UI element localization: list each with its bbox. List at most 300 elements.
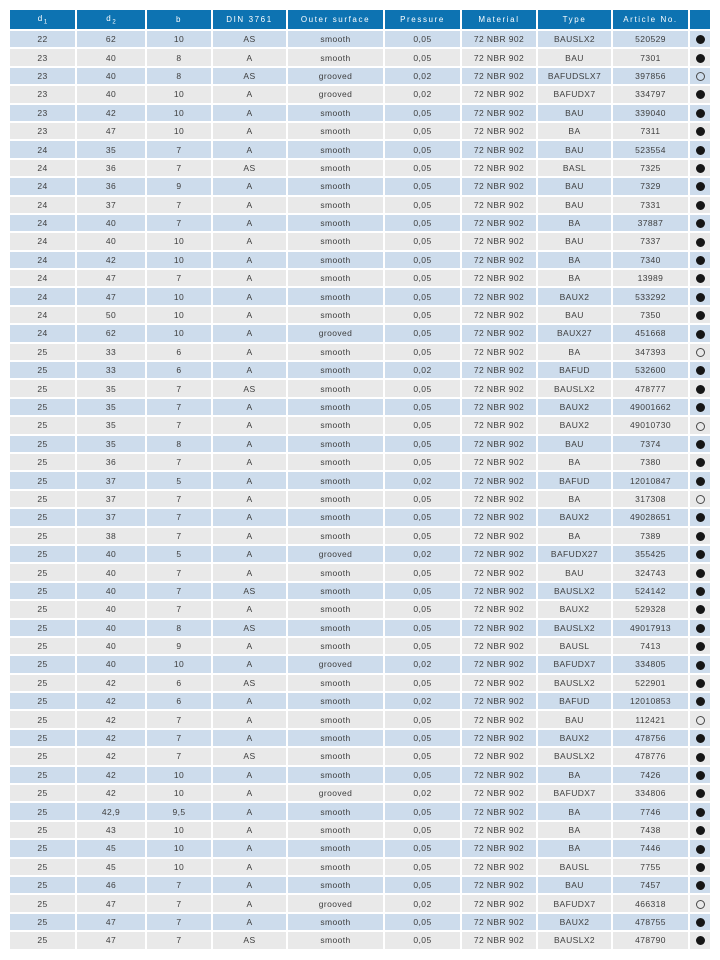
cell-b: 10 <box>147 121 213 139</box>
cell-material: 72 NBR 902 <box>462 618 538 636</box>
cell-article_no: 478790 <box>613 930 690 948</box>
cell-outer_surface: smooth <box>288 618 385 636</box>
table-row <box>10 544 710 562</box>
cell-b: 7 <box>147 526 213 544</box>
cell-article_no: 478755 <box>613 912 690 930</box>
filled-circle-icon <box>696 936 705 945</box>
filled-circle-icon <box>696 550 705 559</box>
cell-d2: 40 <box>77 618 147 636</box>
cell-d2: 43 <box>77 820 147 838</box>
cell-b: 6 <box>147 673 213 691</box>
cell-din: A <box>213 121 288 139</box>
cell-type: BAUX2 <box>538 728 613 746</box>
cell-d2: 42 <box>77 673 147 691</box>
table-row <box>10 709 710 727</box>
filled-circle-icon <box>696 164 705 173</box>
cell-d2: 40 <box>77 213 147 231</box>
cell-outer_surface: smooth <box>288 286 385 304</box>
open-circle-icon <box>696 422 705 431</box>
cell-availability <box>690 654 710 672</box>
cell-article_no: 533292 <box>613 286 690 304</box>
table-row <box>10 507 710 525</box>
cell-outer_surface: smooth <box>288 728 385 746</box>
cell-availability <box>690 250 710 268</box>
cell-material: 72 NBR 902 <box>462 415 538 433</box>
cell-d2: 40 <box>77 47 147 65</box>
cell-d1: 25 <box>10 709 77 727</box>
cell-material: 72 NBR 902 <box>462 875 538 893</box>
cell-pressure: 0,05 <box>385 176 462 194</box>
table-row <box>10 397 710 415</box>
cell-b: 9 <box>147 636 213 654</box>
cell-availability <box>690 360 710 378</box>
cell-outer_surface: smooth <box>288 581 385 599</box>
cell-outer_surface: grooved <box>288 323 385 341</box>
cell-availability <box>690 489 710 507</box>
cell-material: 72 NBR 902 <box>462 930 538 948</box>
cell-d1: 24 <box>10 213 77 231</box>
cell-pressure: 0,02 <box>385 360 462 378</box>
cell-type: BAFUDX7 <box>538 84 613 102</box>
cell-din: A <box>213 470 288 488</box>
cell-d2: 37 <box>77 470 147 488</box>
table-row <box>10 673 710 691</box>
table-row <box>10 268 710 286</box>
cell-material: 72 NBR 902 <box>462 452 538 470</box>
open-circle-icon <box>696 495 705 504</box>
cell-d1: 24 <box>10 158 77 176</box>
cell-outer_surface: smooth <box>288 29 385 47</box>
cell-outer_surface: smooth <box>288 121 385 139</box>
cell-article_no: 7389 <box>613 526 690 544</box>
cell-b: 6 <box>147 342 213 360</box>
cell-material: 72 NBR 902 <box>462 84 538 102</box>
cell-b: 9,5 <box>147 801 213 819</box>
cell-b: 7 <box>147 139 213 157</box>
cell-d2: 40 <box>77 636 147 654</box>
cell-b: 10 <box>147 838 213 856</box>
cell-din: A <box>213 139 288 157</box>
cell-article_no: 7350 <box>613 305 690 323</box>
table-row <box>10 728 710 746</box>
cell-availability <box>690 158 710 176</box>
cell-din: A <box>213 507 288 525</box>
cell-pressure: 0,05 <box>385 526 462 544</box>
cell-type: BAUSLX2 <box>538 29 613 47</box>
cell-pressure: 0,05 <box>385 305 462 323</box>
cell-pressure: 0,05 <box>385 820 462 838</box>
cell-availability <box>690 397 710 415</box>
cell-article_no: 49017913 <box>613 618 690 636</box>
cell-type: BA <box>538 250 613 268</box>
filled-circle-icon <box>696 440 705 449</box>
cell-d2: 36 <box>77 452 147 470</box>
cell-d1: 25 <box>10 893 77 911</box>
cell-outer_surface: smooth <box>288 378 385 396</box>
cell-d2: 42 <box>77 728 147 746</box>
cell-din: A <box>213 452 288 470</box>
table-row <box>10 599 710 617</box>
filled-circle-icon <box>696 532 705 541</box>
open-circle-icon <box>696 900 705 909</box>
cell-d1: 25 <box>10 581 77 599</box>
cell-d2: 47 <box>77 893 147 911</box>
cell-availability <box>690 875 710 893</box>
cell-d2: 42 <box>77 765 147 783</box>
cell-type: BAFUDSLX7 <box>538 66 613 84</box>
cell-type: BAUX2 <box>538 599 613 617</box>
cell-d2: 36 <box>77 158 147 176</box>
cell-article_no: 355425 <box>613 544 690 562</box>
filled-circle-icon <box>696 771 705 780</box>
column-header-din <box>213 10 288 29</box>
table-row <box>10 378 710 396</box>
cell-material: 72 NBR 902 <box>462 305 538 323</box>
cell-outer_surface: smooth <box>288 673 385 691</box>
cell-outer_surface: smooth <box>288 176 385 194</box>
filled-circle-icon <box>696 219 705 228</box>
cell-outer_surface: smooth <box>288 930 385 948</box>
column-header-label: Pressure <box>400 15 445 24</box>
cell-pressure: 0,05 <box>385 231 462 249</box>
cell-material: 72 NBR 902 <box>462 544 538 562</box>
cell-b: 7 <box>147 489 213 507</box>
cell-d1: 25 <box>10 857 77 875</box>
filled-circle-icon <box>696 697 705 706</box>
column-header-subscript: 2 <box>112 19 116 26</box>
cell-pressure: 0,02 <box>385 84 462 102</box>
cell-pressure: 0,05 <box>385 250 462 268</box>
cell-pressure: 0,05 <box>385 158 462 176</box>
cell-pressure: 0,05 <box>385 29 462 47</box>
cell-availability <box>690 746 710 764</box>
cell-pressure: 0,02 <box>385 691 462 709</box>
cell-pressure: 0,05 <box>385 489 462 507</box>
filled-circle-icon <box>696 624 705 633</box>
cell-type: BA <box>538 801 613 819</box>
cell-type: BAUX2 <box>538 397 613 415</box>
cell-d1: 25 <box>10 691 77 709</box>
cell-din: A <box>213 562 288 580</box>
cell-d1: 25 <box>10 636 77 654</box>
cell-d1: 24 <box>10 139 77 157</box>
cell-din: A <box>213 820 288 838</box>
cell-type: BAU <box>538 103 613 121</box>
cell-d1: 25 <box>10 875 77 893</box>
filled-circle-icon <box>696 256 705 265</box>
cell-article_no: 7331 <box>613 195 690 213</box>
cell-d1: 25 <box>10 562 77 580</box>
cell-material: 72 NBR 902 <box>462 397 538 415</box>
cell-d2: 37 <box>77 489 147 507</box>
cell-b: 7 <box>147 599 213 617</box>
column-header-d2 <box>77 10 147 29</box>
cell-availability <box>690 268 710 286</box>
cell-din: A <box>213 893 288 911</box>
table-row <box>10 29 710 47</box>
cell-pressure: 0,05 <box>385 728 462 746</box>
cell-material: 72 NBR 902 <box>462 636 538 654</box>
cell-availability <box>690 84 710 102</box>
table-row <box>10 636 710 654</box>
open-circle-icon <box>696 716 705 725</box>
open-circle-icon <box>696 348 705 357</box>
cell-d2: 40 <box>77 654 147 672</box>
cell-d2: 47 <box>77 286 147 304</box>
cell-d1: 23 <box>10 47 77 65</box>
cell-pressure: 0,02 <box>385 654 462 672</box>
cell-article_no: 7746 <box>613 801 690 819</box>
cell-type: BAU <box>538 47 613 65</box>
cell-din: A <box>213 305 288 323</box>
cell-material: 72 NBR 902 <box>462 470 538 488</box>
cell-type: BAU <box>538 139 613 157</box>
cell-d2: 50 <box>77 305 147 323</box>
cell-availability <box>690 544 710 562</box>
cell-availability <box>690 286 710 304</box>
cell-d2: 42 <box>77 250 147 268</box>
cell-availability <box>690 231 710 249</box>
cell-availability <box>690 213 710 231</box>
cell-pressure: 0,05 <box>385 195 462 213</box>
cell-din: A <box>213 691 288 709</box>
table-row <box>10 121 710 139</box>
cell-type: BAFUD <box>538 360 613 378</box>
cell-material: 72 NBR 902 <box>462 47 538 65</box>
cell-pressure: 0,05 <box>385 857 462 875</box>
cell-din: A <box>213 103 288 121</box>
column-header-label: Type <box>562 15 587 24</box>
cell-article_no: 478776 <box>613 746 690 764</box>
cell-pressure: 0,05 <box>385 746 462 764</box>
filled-circle-icon <box>696 293 705 302</box>
cell-type: BAU <box>538 176 613 194</box>
cell-availability <box>690 434 710 452</box>
filled-circle-icon <box>696 918 705 927</box>
cell-b: 7 <box>147 912 213 930</box>
cell-outer_surface: smooth <box>288 709 385 727</box>
cell-availability <box>690 599 710 617</box>
cell-din: A <box>213 636 288 654</box>
filled-circle-icon <box>696 35 705 44</box>
cell-article_no: 49001662 <box>613 397 690 415</box>
cell-b: 7 <box>147 562 213 580</box>
table-row <box>10 930 710 948</box>
cell-b: 7 <box>147 158 213 176</box>
open-circle-icon <box>696 72 705 81</box>
cell-din: A <box>213 765 288 783</box>
table-row <box>10 618 710 636</box>
cell-outer_surface: grooved <box>288 84 385 102</box>
cell-b: 10 <box>147 765 213 783</box>
cell-article_no: 49028651 <box>613 507 690 525</box>
cell-d1: 25 <box>10 820 77 838</box>
cell-type: BAUSLX2 <box>538 581 613 599</box>
cell-din: A <box>213 544 288 562</box>
cell-din: A <box>213 176 288 194</box>
cell-d1: 23 <box>10 121 77 139</box>
filled-circle-icon <box>696 403 705 412</box>
cell-material: 72 NBR 902 <box>462 857 538 875</box>
cell-type: BAU <box>538 875 613 893</box>
cell-availability <box>690 452 710 470</box>
cell-pressure: 0,05 <box>385 875 462 893</box>
cell-pressure: 0,05 <box>385 323 462 341</box>
cell-material: 72 NBR 902 <box>462 801 538 819</box>
cell-availability <box>690 470 710 488</box>
table-row <box>10 452 710 470</box>
cell-din: A <box>213 250 288 268</box>
cell-d2: 47 <box>77 930 147 948</box>
cell-b: 7 <box>147 507 213 525</box>
cell-type: BAUSLX2 <box>538 746 613 764</box>
table-row <box>10 857 710 875</box>
table-row <box>10 158 710 176</box>
cell-pressure: 0,05 <box>385 765 462 783</box>
cell-type: BAFUDX7 <box>538 783 613 801</box>
cell-material: 72 NBR 902 <box>462 360 538 378</box>
table-row <box>10 305 710 323</box>
column-header-d1 <box>10 10 77 29</box>
cell-d1: 25 <box>10 746 77 764</box>
cell-d1: 24 <box>10 305 77 323</box>
column-header-outer_surface <box>288 10 385 29</box>
cell-d2: 45 <box>77 857 147 875</box>
cell-material: 72 NBR 902 <box>462 562 538 580</box>
cell-b: 7 <box>147 581 213 599</box>
cell-din: A <box>213 213 288 231</box>
filled-circle-icon <box>696 274 705 283</box>
cell-article_no: 7426 <box>613 765 690 783</box>
cell-outer_surface: smooth <box>288 912 385 930</box>
cell-outer_surface: smooth <box>288 250 385 268</box>
cell-b: 10 <box>147 305 213 323</box>
filled-circle-icon <box>696 826 705 835</box>
filled-circle-icon <box>696 661 705 670</box>
cell-b: 7 <box>147 268 213 286</box>
table-row <box>10 838 710 856</box>
table-row <box>10 562 710 580</box>
column-header-label: Article No. <box>623 15 678 24</box>
cell-article_no: 7413 <box>613 636 690 654</box>
cell-d2: 33 <box>77 360 147 378</box>
cell-din: A <box>213 47 288 65</box>
cell-availability <box>690 47 710 65</box>
cell-d2: 47 <box>77 121 147 139</box>
cell-d1: 24 <box>10 323 77 341</box>
cell-b: 5 <box>147 544 213 562</box>
cell-material: 72 NBR 902 <box>462 378 538 396</box>
cell-d1: 24 <box>10 250 77 268</box>
cell-d1: 25 <box>10 378 77 396</box>
filled-circle-icon <box>696 54 705 63</box>
cell-b: 8 <box>147 66 213 84</box>
cell-pressure: 0,05 <box>385 452 462 470</box>
cell-outer_surface: grooved <box>288 544 385 562</box>
table-row <box>10 139 710 157</box>
cell-type: BAUSLX2 <box>538 378 613 396</box>
cell-availability <box>690 195 710 213</box>
cell-outer_surface: smooth <box>288 636 385 654</box>
cell-din: A <box>213 434 288 452</box>
cell-d2: 37 <box>77 507 147 525</box>
cell-b: 10 <box>147 654 213 672</box>
cell-article_no: 7755 <box>613 857 690 875</box>
cell-availability <box>690 29 710 47</box>
column-header-type <box>538 10 613 29</box>
table-row <box>10 912 710 930</box>
cell-outer_surface: smooth <box>288 526 385 544</box>
cell-din: A <box>213 526 288 544</box>
cell-d2: 46 <box>77 875 147 893</box>
cell-article_no: 7380 <box>613 452 690 470</box>
cell-availability <box>690 176 710 194</box>
cell-din: A <box>213 415 288 433</box>
cell-pressure: 0,05 <box>385 618 462 636</box>
filled-circle-icon <box>696 146 705 155</box>
cell-availability <box>690 342 710 360</box>
table-row <box>10 691 710 709</box>
cell-outer_surface: smooth <box>288 562 385 580</box>
cell-availability <box>690 415 710 433</box>
filled-circle-icon <box>696 366 705 375</box>
cell-din: A <box>213 286 288 304</box>
filled-circle-icon <box>696 679 705 688</box>
cell-outer_surface: smooth <box>288 507 385 525</box>
cell-outer_surface: grooved <box>288 66 385 84</box>
cell-din: A <box>213 84 288 102</box>
cell-availability <box>690 673 710 691</box>
cell-din: A <box>213 912 288 930</box>
cell-availability <box>690 709 710 727</box>
filled-circle-icon <box>696 477 705 486</box>
cell-d1: 25 <box>10 544 77 562</box>
cell-availability <box>690 562 710 580</box>
column-header-label: Material <box>478 15 520 24</box>
cell-article_no: 12010847 <box>613 470 690 488</box>
cell-material: 72 NBR 902 <box>462 268 538 286</box>
cell-b: 10 <box>147 84 213 102</box>
cell-d1: 25 <box>10 801 77 819</box>
cell-outer_surface: grooved <box>288 654 385 672</box>
cell-availability <box>690 930 710 948</box>
cell-material: 72 NBR 902 <box>462 121 538 139</box>
cell-article_no: 451668 <box>613 323 690 341</box>
table-row <box>10 84 710 102</box>
cell-outer_surface: smooth <box>288 489 385 507</box>
cell-din: A <box>213 875 288 893</box>
table-row <box>10 893 710 911</box>
cell-d2: 40 <box>77 231 147 249</box>
cell-type: BA <box>538 820 613 838</box>
cell-b: 10 <box>147 29 213 47</box>
cell-d1: 23 <box>10 103 77 121</box>
cell-pressure: 0,05 <box>385 709 462 727</box>
cell-pressure: 0,05 <box>385 581 462 599</box>
cell-d1: 25 <box>10 673 77 691</box>
cell-article_no: 7446 <box>613 838 690 856</box>
cell-type: BAFUDX7 <box>538 893 613 911</box>
filled-circle-icon <box>696 90 705 99</box>
cell-b: 6 <box>147 360 213 378</box>
cell-b: 7 <box>147 746 213 764</box>
cell-din: A <box>213 857 288 875</box>
table-row <box>10 231 710 249</box>
cell-outer_surface: smooth <box>288 305 385 323</box>
table-row <box>10 765 710 783</box>
cell-material: 72 NBR 902 <box>462 342 538 360</box>
cell-pressure: 0,05 <box>385 139 462 157</box>
